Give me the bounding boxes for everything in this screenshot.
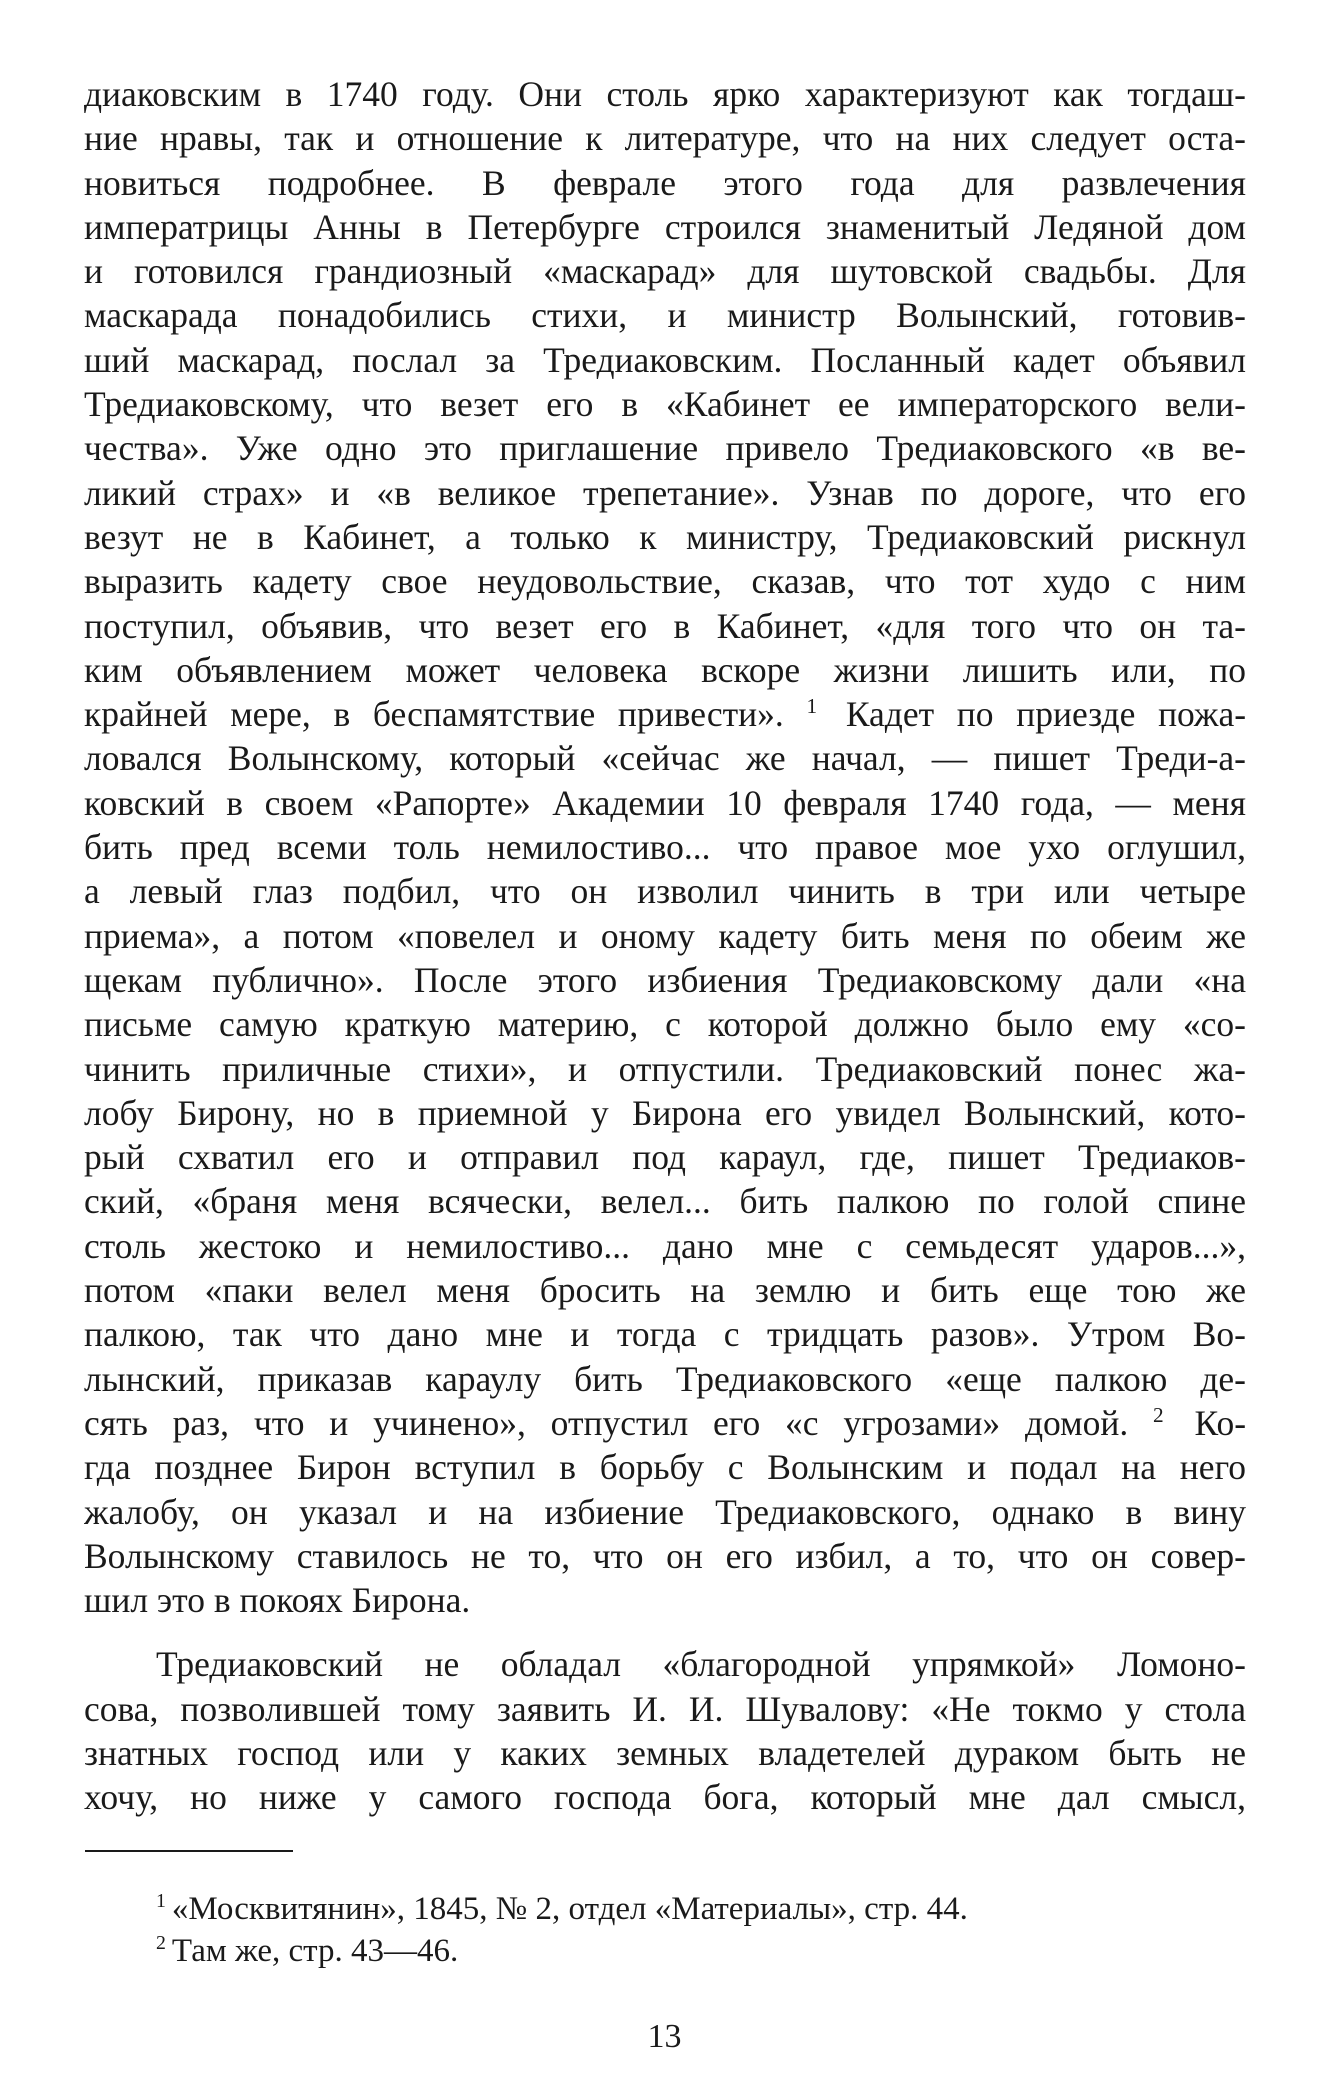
footnote-text: «Москвитянин», 1845, № 2, отдел «Материалы», стр. 44. [171,1891,968,1927]
text-line: знатных господ или у каких земных владетелей дураком быть не [84,1732,1246,1773]
footnote-mark: 2 [1153,1403,1164,1428]
footnote-text: Там же, стр. 43—46. [171,1933,459,1969]
text-line: ший маскарад, послал за Тредиаковским. Посланный кадет объявил [84,339,1246,380]
text-line: шил это в покоях Бирона. [84,1580,471,1621]
footnotes [156,1888,1246,1972]
page-number: 13 [647,2018,682,2055]
footnote-2 [156,1930,1246,1972]
footnote-1 [156,1888,1246,1930]
text-line: и готовился грандиозный «маскарад» для шутовской свадьбы. Для [84,251,1246,292]
footnote-divider [85,1850,293,1852]
footnote-mark: 1 [156,1890,166,1912]
text-line: сова, позволившей тому заявить И. И. Шувалову: «Не токмо у стола [84,1688,1246,1729]
text-line: Тредиаковскому, что везет его в «Кабинет ее императорского вели- [84,384,1246,425]
text-line-with-footnote [84,692,1246,736]
text-line: а левый глаз подбил, что он изволил чинить в три или четыре [84,871,1246,912]
text-line: рый схватил его и отправил под караул, где, пишет Тредиаков- [84,1137,1246,1178]
paragraph-gap [84,1622,1246,1642]
main-text [84,72,1246,1820]
text-line: щекам публично». После этого избиения Тредиаковскому дали «на [84,959,1246,1000]
text-line: письме самую краткую материю, с которой должно было ему «со- [84,1004,1246,1045]
text-line: ловался Волынскому, который «сейчас же начал, — пишет Треди-а- [84,738,1246,779]
text-line: приема», а потом «повелел и оному кадету бить меня по обеим же [84,915,1246,956]
footnote-mark: 2 [156,1932,166,1954]
text-line: столь жестоко и немилостиво... дано мне с семьдесят ударов...», [84,1225,1246,1266]
text-line: диаковским в 1740 году. Они столь ярко характеризуют как тогдаш- [84,74,1246,114]
text-line: чинить приличные стихи», и отпустили. Тредиаковский понес жа- [84,1048,1246,1089]
text-line: ковский в своем «Рапорте» Академии 10 февраля 1740 года, — меня [84,782,1246,823]
text-line-with-footnote [84,1401,1246,1445]
text-line: ние нравы, так и отношение к литературе, что на них следует оста- [84,118,1246,159]
text-line: ский, «браня меня всячески, велел... бить палкою по голой спине [84,1181,1246,1222]
text-line: Тредиаковский не обладал «благородной упрямкой» Ломоно- [156,1644,1246,1685]
text-line: поступил, объявив, что везет его в Кабинет, «для того что он та- [84,605,1246,646]
text-fragment: крайней мере, в беспамятствие привести». [84,694,784,735]
text-line: везут не в Кабинет, а только к министру, Тредиаковский рискнул [84,516,1246,557]
text-line: выразить кадету свое неудовольствие, сказав, что тот худо с ним [84,561,1246,602]
text-line: потом «паки велел меня бросить на землю и бить еще тою же [84,1270,1246,1311]
text-line: бить пред всеми толь немилостиво... что правое мое ухо оглушил, [84,827,1246,868]
text-line: хочу, но ниже у самого господа бога, который мне дал смысл, [84,1777,1246,1818]
text-line: лобу Бирону, но в приемной у Бирона его увидел Волынский, кото- [84,1092,1246,1133]
text-line: палкою, так что дано мне и тогда с тридцать разов». Утром Во- [84,1314,1246,1355]
text-line: новиться подробнее. В феврале этого года для развлечения [84,162,1246,203]
footnote-mark: 1 [806,694,818,719]
text-line: императрицы Анны в Петербурге строился знаменитый Ледяной дом [84,206,1246,247]
text-line: чества». Уже одно это приглашение привело Тредиаковского «в ве- [84,428,1246,469]
text-fragment: Кадет по приезде пожа- [845,694,1246,735]
text-line: жалобу, он указал и на избиение Тредиаковского, однако в вину [84,1491,1246,1532]
text-line: маскарада понадобились стихи, и министр Волынский, готовив- [84,295,1246,336]
text-fragment: Ко- [1194,1402,1246,1443]
text-fragment: сять раз, что и учинено», отпустил его «с угрозами» домой. [84,1402,1129,1443]
text-line: ликий страх» и «в великое трепетание». Узнав по дороге, что его [84,472,1246,513]
text-line: лынский, приказав караулу бить Тредиаковского «еще палкою де- [84,1358,1246,1399]
text-line: Волынскому ставилось не то, что он его избил, а то, что он совер- [84,1535,1246,1576]
text-line: ким объявлением может человека вскоре жизни лишить или, по [84,649,1246,690]
text-line: гда позднее Бирон вступил в борьбу с Волынским и подал на него [84,1447,1246,1488]
